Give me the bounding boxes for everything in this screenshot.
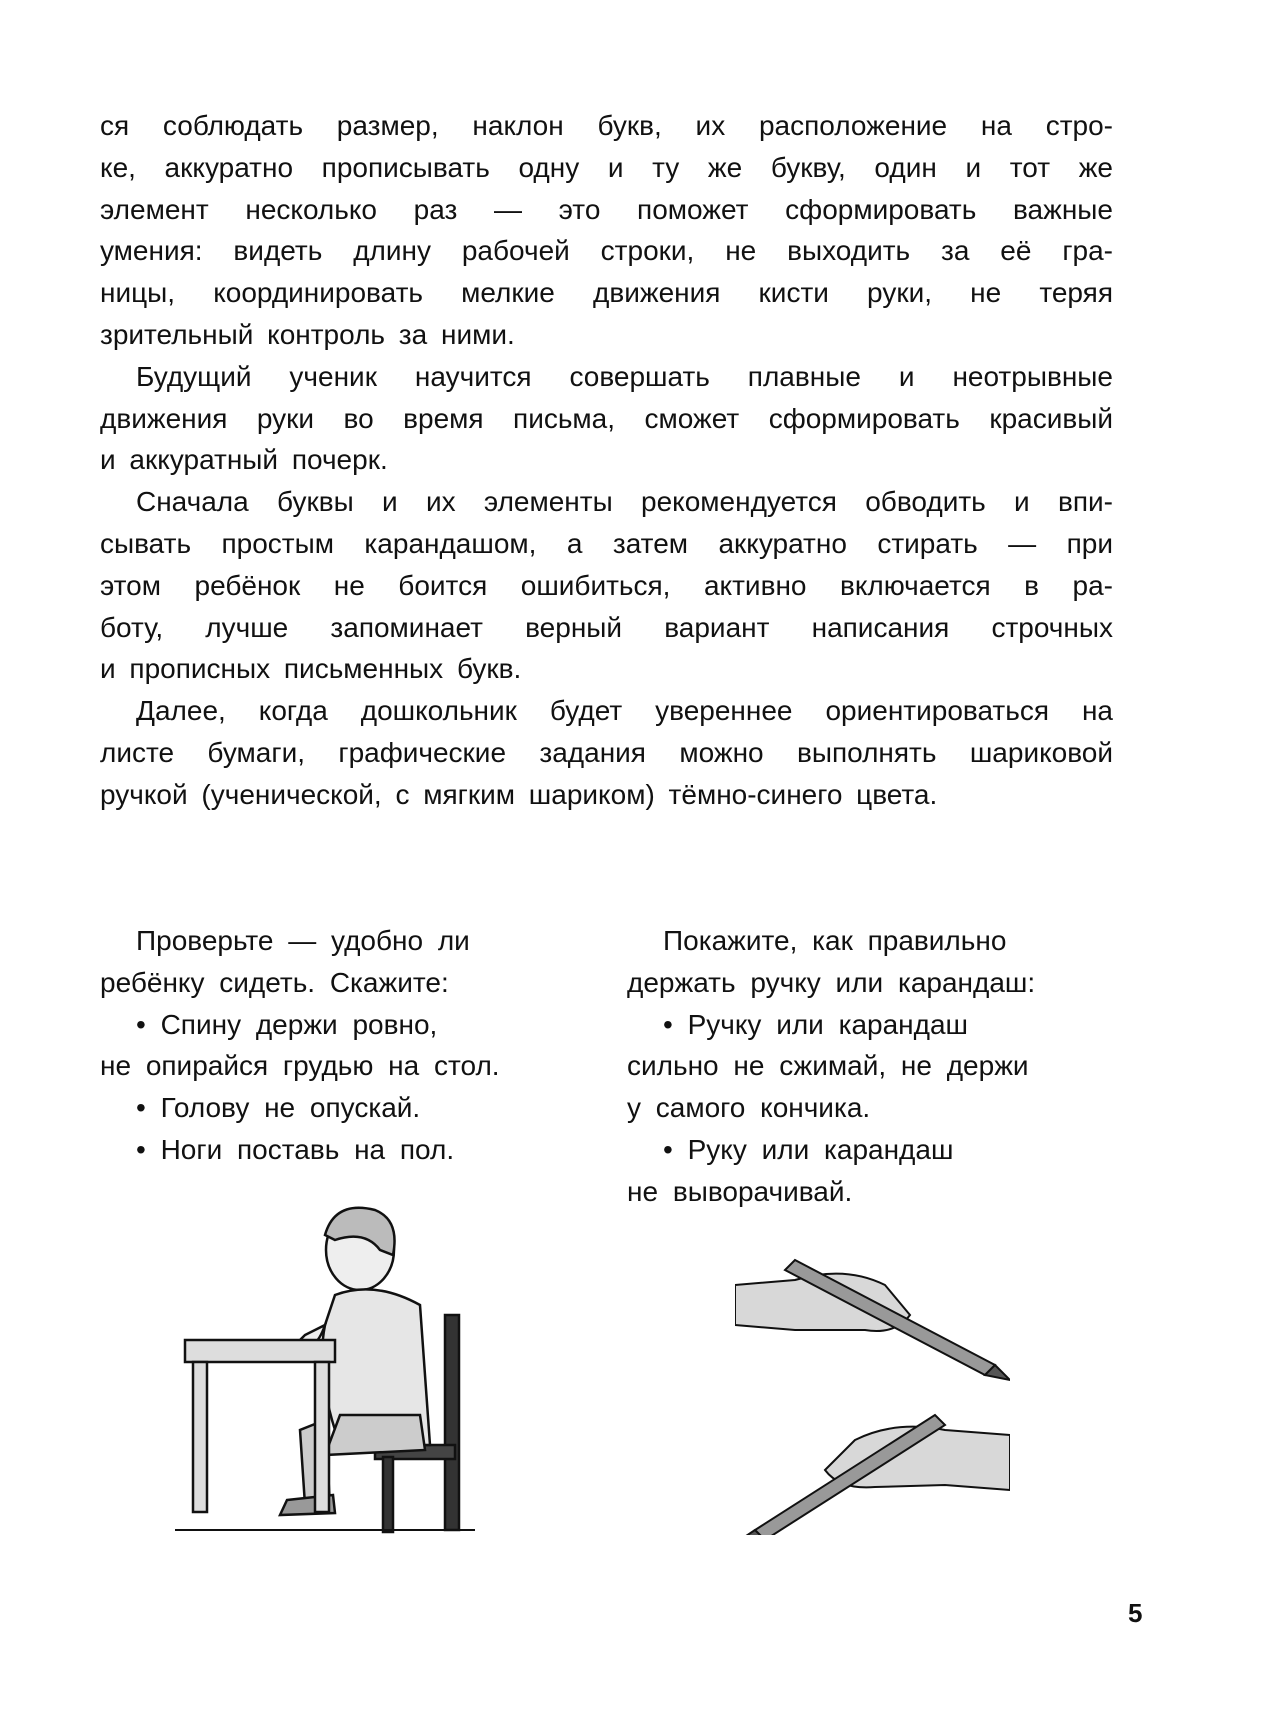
text-line: умения: видеть длину рабочей строки, не выходить за её гра- bbox=[100, 235, 1113, 267]
text-line: ручкой (ученической, с мягким шариком) тёмно-синего цвета. bbox=[100, 778, 938, 810]
page-number: 5 bbox=[1128, 1598, 1143, 1628]
text-line: сывать простым карандашом, а затем аккуратно стирать — при bbox=[100, 527, 1113, 559]
instruction-line: не опирайся грудью на стол. bbox=[100, 1050, 500, 1082]
instruction-line: у самого кончика. bbox=[627, 1092, 871, 1124]
text-line: и аккуратный почерк. bbox=[100, 444, 388, 476]
text-line: ся соблюдать размер, наклон букв, их расположение на стро- bbox=[100, 110, 1113, 141]
text-line: зрительный контроль за ними. bbox=[100, 318, 515, 350]
instruction-line: сильно не сжимай, не держи bbox=[627, 1050, 1029, 1082]
instruction-line: • Ручку или карандаш bbox=[663, 1008, 969, 1040]
instruction-line: • Ноги поставь на пол. bbox=[136, 1133, 455, 1165]
text-line: ницы, координировать мелкие движения кисти руки, не теряя bbox=[100, 277, 1113, 309]
text-line: Далее, когда дошкольник будет увереннее ориентироваться на bbox=[136, 695, 1113, 727]
text-line: боту, лучше запоминает верный вариант написания строчных bbox=[100, 611, 1113, 643]
grip-instructions bbox=[627, 920, 1092, 1213]
text-line: и прописных письменных букв. bbox=[100, 653, 522, 685]
instruction-line: • Голову не опускай. bbox=[136, 1092, 421, 1124]
child-at-desk-illustration bbox=[175, 1195, 495, 1545]
text-line: листе бумаги, графические задания можно выполнять шариковой bbox=[100, 736, 1113, 768]
text-line: движения руки во время письма, сможет сформировать красивый bbox=[100, 402, 1113, 434]
instruction-line: Проверьте — удобно ли bbox=[136, 925, 470, 956]
main-text bbox=[100, 105, 1113, 816]
text-line: ке, аккуратно прописывать одну и ту же букву, один и тот же bbox=[100, 151, 1113, 183]
instruction-line: • Спину держи ровно, bbox=[136, 1008, 438, 1040]
posture-instructions bbox=[100, 920, 540, 1171]
text-line: Будущий ученик научится совершать плавные и неотрывные bbox=[136, 360, 1113, 392]
instruction-line: ребёнку сидеть. Скажите: bbox=[100, 966, 449, 998]
text-line: элемент несколько раз — это поможет сформировать важные bbox=[100, 193, 1113, 225]
instruction-line: не выворачивай. bbox=[627, 1175, 853, 1207]
instruction-line: • Руку или карандаш bbox=[663, 1133, 954, 1165]
text-line: Сначала буквы и их элементы рекомендуется обводить и впи- bbox=[136, 486, 1113, 518]
instruction-line: держать ручку или карандаш: bbox=[627, 966, 1036, 998]
pencil-grip-illustration bbox=[735, 1255, 1010, 1535]
instruction-line: Покажите, как правильно bbox=[663, 925, 1007, 956]
text-line: этом ребёнок не боится ошибиться, активно включается в ра- bbox=[100, 569, 1113, 601]
